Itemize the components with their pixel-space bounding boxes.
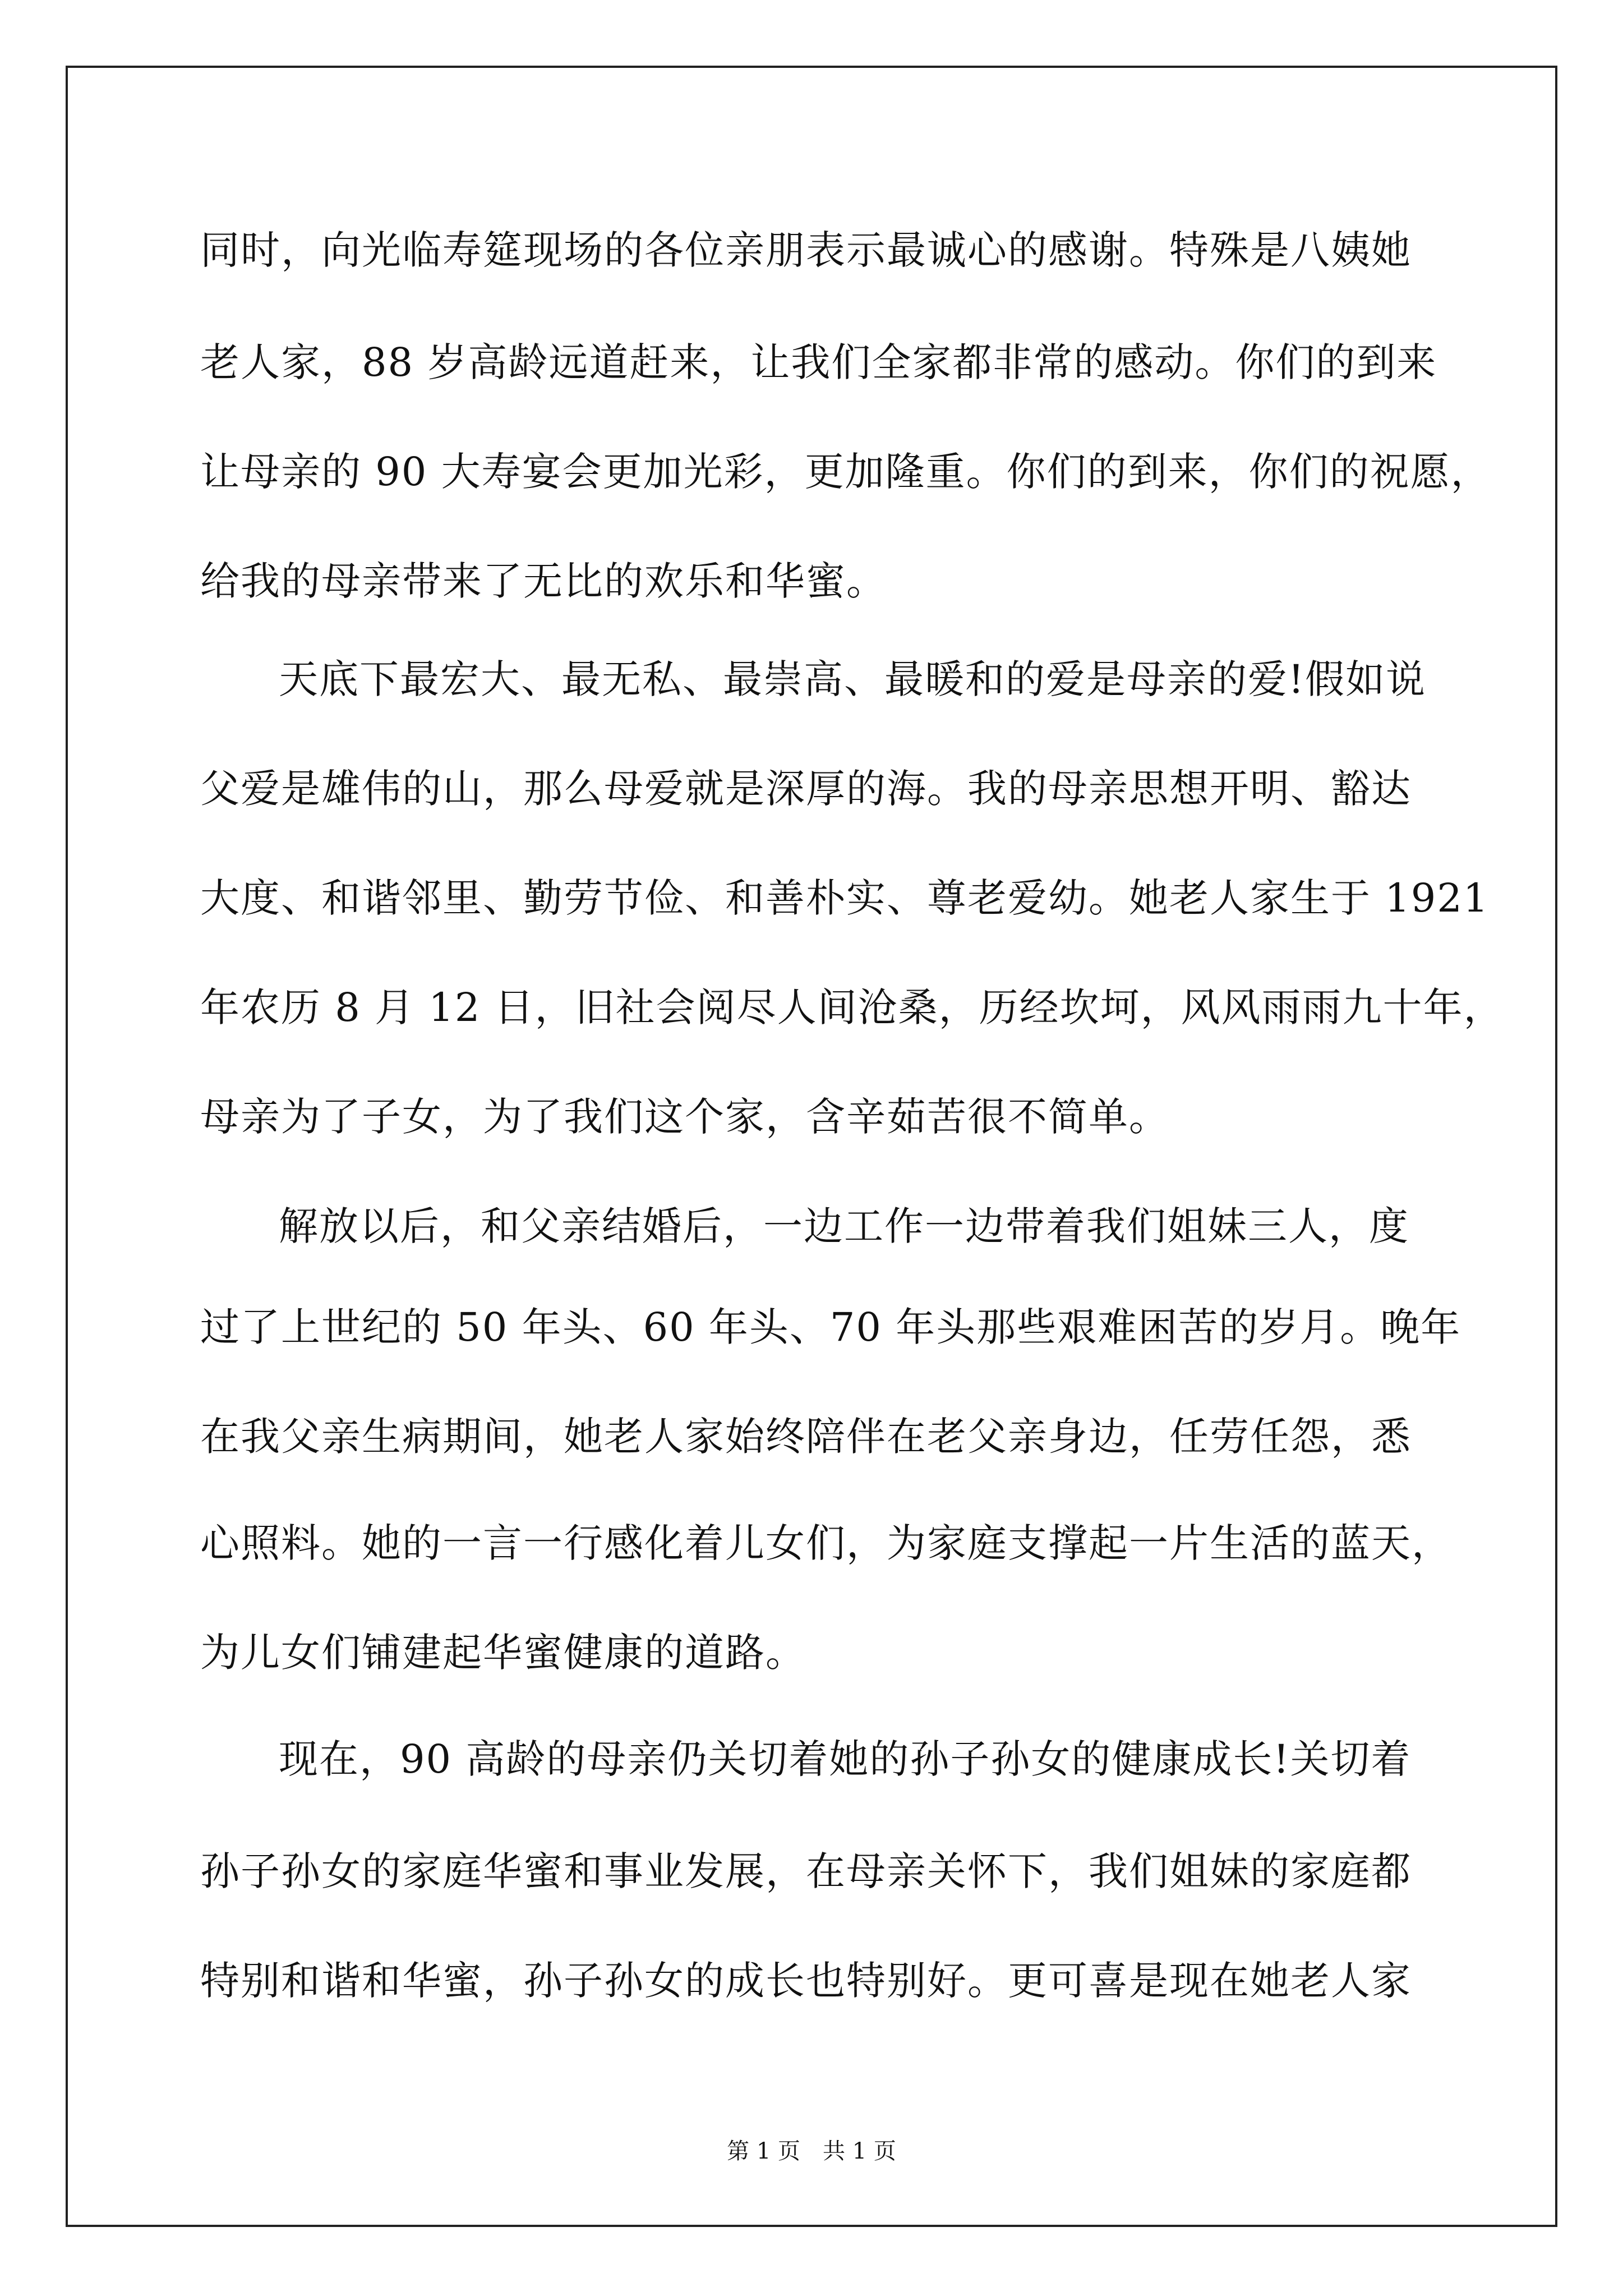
text-line: 母亲为了子女，为了我们这个家，含辛茹苦很不简单。 bbox=[200, 1094, 1169, 1140]
text-line: 孙子孙女的家庭华蜜和事业发展，在母亲关怀下，我们姐妹的家庭都 bbox=[200, 1848, 1412, 1894]
text-line: 老人家，88 岁高龄远道赶来，让我们全家都非常的感动。你们的到来 bbox=[200, 339, 1437, 385]
text-line: 让母亲的 90 大寿宴会更加光彩，更加隆重。你们的到来，你们的祝愿， bbox=[200, 449, 1491, 495]
text-line-indented: 现在，90 高龄的母亲仍关切着她的孙子孙女的健康成长!关切着 bbox=[279, 1736, 1412, 1782]
text-line: 给我的母亲带来了无比的欢乐和华蜜。 bbox=[200, 558, 887, 604]
text-line: 大度、和谐邻里、勤劳节俭、和善朴实、尊老爱幼。她老人家生于 1921 bbox=[200, 875, 1490, 921]
text-line-indented: 天底下最宏大、最无私、最崇高、最暖和的爱是母亲的爱!假如说 bbox=[279, 656, 1427, 702]
text-line: 年农历 8 月 12 日，旧社会阅尽人间沧桑，历经坎坷，风风雨雨九十年， bbox=[200, 984, 1504, 1030]
page-border bbox=[66, 66, 1557, 2227]
text-line: 为儿女们铺建起华蜜健康的道路。 bbox=[200, 1630, 806, 1676]
text-line: 特别和谐和华蜜，孙子孙女的成长也特别好。更可喜是现在她老人家 bbox=[200, 1958, 1412, 2004]
text-line-indented: 解放以后，和父亲结婚后，一边工作一边带着我们姐妹三人，度 bbox=[279, 1203, 1409, 1249]
text-line: 同时，向光临寿筵现场的各位亲朋表示最诚心的感谢。特殊是八姨她 bbox=[200, 227, 1412, 273]
page-number-footer: 第 1 页 共 1 页 bbox=[727, 2138, 896, 2164]
text-line: 过了上世纪的 50 年头、60 年头、70 年头那些艰难困苦的岁月。晚年 bbox=[200, 1304, 1461, 1350]
text-line: 心照料。她的一言一行感化着儿女们，为家庭支撑起一片生活的蓝天， bbox=[200, 1520, 1452, 1566]
text-line: 在我父亲生病期间，她老人家始终陪伴在老父亲身边，任劳任怨，悉 bbox=[200, 1414, 1412, 1460]
text-line: 父爱是雄伟的山，那么母爱就是深厚的海。我的母亲思想开明、豁达 bbox=[200, 766, 1412, 812]
